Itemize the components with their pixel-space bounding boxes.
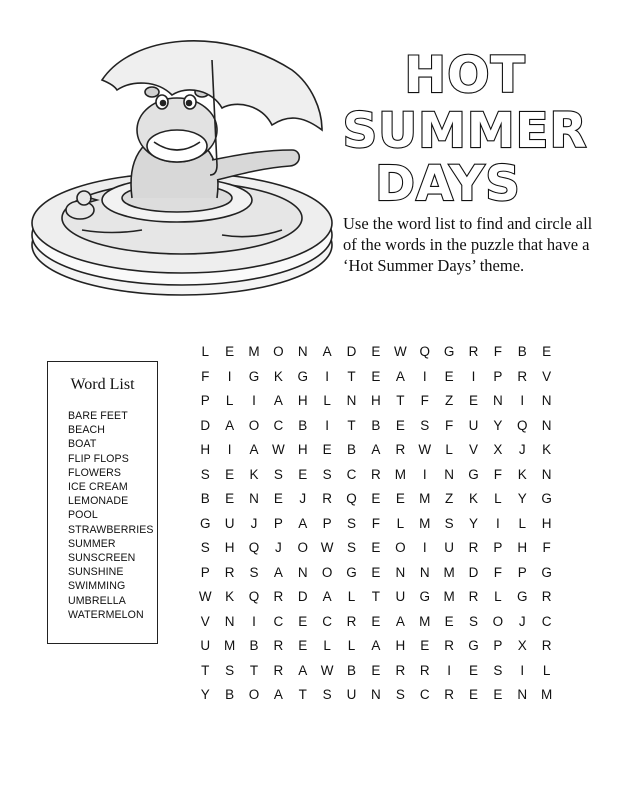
grid-letter[interactable]: E [371,564,381,580]
grid-letter[interactable]: E [225,344,235,359]
grid-letter[interactable]: E [273,491,283,506]
grid-letter[interactable]: S [249,564,259,580]
grid-row [193,659,559,684]
grid-letter[interactable]: N [541,466,552,482]
grid-letter[interactable]: E [298,466,308,482]
grid-letter[interactable]: Y [468,515,478,531]
word-list-item: FLOWERS [68,466,122,479]
grid-letter[interactable]: G [346,564,357,580]
grid-letter[interactable]: L [494,491,502,506]
grid-letter[interactable]: C [273,613,284,629]
title-heading [338,40,593,210]
grid-letter[interactable]: N [444,466,454,482]
grid-letter[interactable]: H [297,442,308,457]
grid-letter[interactable]: H [371,393,381,408]
grid-letter[interactable]: S [347,515,357,531]
grid-letter[interactable]: T [371,589,381,604]
grid-letter[interactable]: A [298,662,308,678]
grid-letter[interactable]: C [419,687,430,702]
grid-letter[interactable]: A [371,442,381,457]
grid-letter[interactable]: F [493,466,502,482]
grid-letter[interactable]: Y [200,687,210,702]
grid-letter[interactable]: G [468,638,479,653]
grid-letter[interactable]: U [224,515,235,531]
grid-letter[interactable]: S [225,662,235,678]
grid-letter[interactable]: N [395,564,406,580]
grid-letter[interactable]: F [542,540,551,555]
word-list-item: POOL [68,509,98,522]
grid-letter[interactable]: F [493,564,502,580]
grid-letter[interactable]: T [298,687,307,702]
grid-letter[interactable]: N [297,344,308,359]
grid-letter[interactable]: I [496,515,500,531]
grid-letter[interactable]: U [346,687,357,702]
grid-letter[interactable]: I [422,540,427,555]
grid-letter[interactable]: I [422,466,427,482]
grid-letter[interactable]: N [249,491,259,506]
grid-letter[interactable]: R [273,638,284,653]
grid-letter[interactable]: J [250,515,258,531]
grid-letter[interactable]: E [468,393,478,408]
grid-letter[interactable]: R [346,613,357,629]
grid-row [193,536,559,561]
grid-letter[interactable]: A [298,515,308,531]
grid-letter[interactable]: H [200,442,211,457]
grid-row [193,683,559,708]
grid-letter[interactable]: A [225,417,235,433]
grid-letter[interactable]: F [493,344,502,359]
grid-row [193,487,559,512]
grid-letter[interactable]: I [325,417,330,433]
grid-letter[interactable]: L [347,589,356,604]
grid-letter[interactable]: B [225,687,235,702]
grid-letter[interactable]: H [297,393,308,408]
word-list-item: WATERMELON [68,608,144,621]
grid-letter[interactable]: Q [346,491,357,506]
grid-letter[interactable]: E [371,613,381,629]
grid-letter[interactable]: R [517,368,528,384]
word-list-item: STRAWBERRIES [68,523,154,536]
grid-letter[interactable]: R [419,662,430,678]
grid-letter[interactable]: N [517,687,528,702]
grid-letter[interactable]: J [518,442,526,457]
grid-letter[interactable]: R [224,564,235,580]
grid-letter[interactable]: V [200,613,210,629]
grid-letter[interactable]: G [517,589,528,604]
grid-letter[interactable]: B [347,662,357,678]
grid-letter[interactable]: S [493,662,503,678]
grid-row [193,585,559,610]
grid-letter[interactable]: O [248,417,260,433]
grid-letter[interactable]: R [395,442,406,457]
grid-letter[interactable]: E [444,613,454,629]
grid-letter[interactable]: K [273,368,283,384]
grid-letter[interactable]: E [395,417,405,433]
grid-letter[interactable]: I [227,368,232,384]
grid-letter[interactable]: R [468,540,479,555]
grid-letter[interactable]: S [273,466,283,482]
grid-letter[interactable]: G [419,589,430,604]
grid-letter[interactable]: K [468,491,478,506]
grid-letter[interactable]: W [320,540,334,555]
grid-letter[interactable]: P [322,515,332,531]
grid-letter[interactable]: N [371,687,381,702]
word-list-item: FLIP FLOPS [68,452,129,465]
word-list-box [47,361,158,644]
grid-letter[interactable]: L [542,662,551,678]
grid-letter[interactable]: O [321,564,333,580]
grid-row [193,463,559,488]
grid-letter[interactable]: A [249,442,259,457]
grid-letter[interactable]: I [252,613,256,629]
word-list-item: SUNSCREEN [68,552,136,565]
grid-letter[interactable]: N [224,613,235,629]
grid-letter[interactable]: G [541,491,552,506]
grid-row [193,389,559,414]
grid-letter[interactable]: A [322,344,332,359]
grid-letter[interactable]: E [493,687,503,702]
grid-letter[interactable]: E [225,466,235,482]
word-list-item: UMBRELLA [68,594,126,607]
word-list-item: BOAT [68,438,97,451]
grid-letter[interactable]: N [541,393,552,408]
grid-letter[interactable]: E [371,540,381,555]
grid-row [193,340,559,365]
grid-letter[interactable]: B [200,491,210,506]
grid-letter[interactable]: L [347,638,356,653]
grid-letter[interactable]: M [443,589,455,604]
grid-letter[interactable]: Q [517,417,528,433]
grid-letter[interactable]: V [542,368,552,384]
grid-row [193,414,559,439]
grid-letter[interactable]: F [201,368,210,384]
grid-letter[interactable]: S [347,540,357,555]
grid-letter[interactable]: N [297,564,308,580]
grid-letter[interactable]: I [422,368,427,384]
grid-letter[interactable]: M [419,515,431,531]
grid-letter[interactable]: S [200,540,210,555]
grid-letter[interactable]: Z [444,491,454,506]
grid-letter[interactable]: S [444,515,454,531]
grid-letter[interactable]: E [298,613,308,629]
word-list-item: SUMMER [68,537,116,550]
grid-letter[interactable]: I [520,393,525,408]
grid-letter[interactable]: E [542,344,552,359]
grid-letter[interactable]: L [445,442,453,457]
grid-letter[interactable]: K [517,466,527,482]
word-list [68,409,154,622]
grid-letter[interactable]: Z [444,393,454,408]
grid-letter[interactable]: C [273,417,284,433]
grid-letter[interactable]: A [395,368,405,384]
grid-letter[interactable]: B [517,344,527,359]
grid-row [193,634,559,659]
grid-letter[interactable]: E [371,491,381,506]
grid-letter[interactable]: S [322,466,332,482]
grid-letter[interactable]: P [200,393,210,408]
grid-letter[interactable]: W [271,442,285,457]
grid-letter[interactable]: T [201,662,210,678]
instructions-text: Use the word list to find and circle all of the words in the puzzle that have a ‘Hot Summer Days’ theme. [343,214,593,275]
grid-letter[interactable]: K [249,466,259,482]
grid-letter[interactable]: H [224,540,235,555]
grid-row [193,365,559,390]
grid-letter[interactable]: L [518,515,527,531]
grid-letter[interactable]: K [225,589,235,604]
grid-letter[interactable]: W [198,589,212,604]
grid-letter[interactable]: C [322,613,333,629]
grid-letter[interactable]: P [493,540,503,555]
grid-letter[interactable]: H [395,638,406,653]
grid-letter[interactable]: G [541,564,552,580]
grid-letter[interactable]: W [320,662,334,678]
grid-letter[interactable]: P [200,564,210,580]
grid-letter[interactable]: L [323,638,331,653]
grid-letter[interactable]: T [347,368,356,384]
grid-letter[interactable]: G [248,368,260,384]
grid-letter[interactable]: W [393,344,407,359]
grid-row [193,438,559,463]
grid-row [193,561,559,586]
grid-letter[interactable]: D [297,589,308,604]
grid-letter[interactable]: J [274,540,282,555]
grid-letter[interactable]: E [395,491,405,506]
grid-letter[interactable]: P [273,515,283,531]
grid-letter[interactable]: D [346,344,357,359]
grid-letter[interactable]: Y [517,491,527,506]
grid-letter[interactable]: E [468,662,478,678]
grid-letter[interactable]: R [541,638,552,653]
grid-letter[interactable]: E [371,344,381,359]
grid-letter[interactable]: F [444,417,454,433]
grid-letter[interactable]: A [273,393,283,408]
grid-letter[interactable]: E [298,638,308,653]
grid-letter[interactable]: A [322,589,332,604]
grid-letter[interactable]: L [494,589,502,604]
grid-letter[interactable]: G [443,344,455,359]
word-list-item: BEACH [68,424,105,437]
grid-letter[interactable]: M [419,491,431,506]
grid-letter[interactable]: O [492,613,504,629]
grid-letter[interactable]: R [444,687,454,702]
grid-letter[interactable]: L [201,344,209,359]
grid-letter[interactable]: M [443,564,455,580]
grid-row [193,610,559,635]
grid-letter[interactable]: D [468,564,479,580]
word-list-item: ICE CREAM [68,481,128,494]
grid-letter[interactable]: O [273,344,284,359]
grid-letter[interactable]: U [200,638,211,653]
grid-letter[interactable]: A [273,687,283,702]
grid-letter[interactable]: M [394,466,406,482]
grid-letter[interactable]: B [298,417,308,433]
grid-letter[interactable]: C [541,613,552,629]
grid-letter[interactable]: U [468,417,479,433]
grid-letter[interactable]: R [444,638,454,653]
grid-letter[interactable]: E [371,368,381,384]
grid-letter[interactable]: S [420,417,430,433]
title-line-2: SUMMER [342,103,588,159]
grid-letter[interactable]: B [371,417,381,433]
grid-letter[interactable]: M [419,613,431,629]
grid-letter[interactable]: G [297,368,309,384]
grid-letter[interactable]: M [223,638,236,653]
grid-letter[interactable]: N [346,393,357,408]
grid-letter[interactable]: K [542,442,552,457]
hippo-pool-illustration [22,30,337,320]
grid-letter[interactable]: P [493,368,503,384]
grid-letter[interactable]: E [468,687,478,702]
grid-letter[interactable]: E [225,491,235,506]
grid-letter[interactable]: B [249,638,259,653]
grid-letter[interactable]: N [541,417,552,433]
grid-letter[interactable]: S [322,687,332,702]
grid-letter[interactable]: I [447,662,451,678]
grid-letter[interactable]: I [325,368,330,384]
grid-letter[interactable]: X [517,638,527,653]
grid-letter[interactable]: R [395,662,406,678]
grid-letter[interactable]: A [273,564,283,580]
grid-letter[interactable]: F [371,515,381,531]
grid-letter[interactable]: G [468,466,479,482]
grid-letter[interactable]: D [200,417,211,433]
grid-letter[interactable]: E [371,662,381,678]
grid-letter[interactable]: T [396,393,405,408]
grid-letter[interactable]: N [493,393,503,408]
word-list-item: LEMONADE [68,495,129,508]
grid-letter[interactable]: B [347,442,357,457]
grid-letter[interactable]: I [520,662,525,678]
grid-letter[interactable]: H [517,540,528,555]
title-line-1: HOT [404,46,526,104]
grid-letter[interactable]: J [518,613,526,629]
grid-letter[interactable]: G [199,515,211,531]
word-search-grid [193,340,559,708]
word-list-item: SUNSHINE [68,566,124,579]
word-list-item: SWIMMING [68,580,126,593]
grid-letter[interactable]: L [396,515,405,531]
grid-letter[interactable]: H [541,515,552,531]
grid-letter[interactable]: O [248,687,260,702]
grid-row [193,512,559,537]
grid-letter[interactable]: R [371,466,381,482]
grid-letter[interactable]: X [493,442,503,457]
grid-letter[interactable]: V [468,442,478,457]
grid-letter[interactable]: R [273,589,284,604]
grid-letter[interactable]: R [322,491,333,506]
word-list-heading: Word List [70,376,135,393]
grid-letter[interactable]: N [419,564,430,580]
grid-letter[interactable]: A [395,613,405,629]
grid-letter[interactable]: T [347,417,356,433]
grid-letter[interactable]: I [471,368,476,384]
grid-letter[interactable]: I [227,442,232,457]
grid-letter[interactable]: P [493,638,503,653]
grid-letter[interactable]: L [323,393,331,408]
grid-letter[interactable]: U [444,540,454,555]
grid-letter[interactable]: Q [248,589,260,604]
grid-letter[interactable]: Y [493,417,503,433]
grid-letter[interactable]: M [541,687,553,702]
grid-letter[interactable]: W [418,442,432,457]
grid-letter[interactable]: M [248,344,260,359]
grid-letter[interactable]: Q [419,344,430,359]
grid-letter[interactable]: P [517,564,527,580]
grid-letter[interactable]: T [249,662,259,678]
grid-letter[interactable]: Q [248,540,260,555]
grid-letter[interactable]: O [297,540,309,555]
grid-letter[interactable]: R [273,662,284,678]
grid-letter[interactable]: I [252,393,256,408]
grid-letter[interactable]: S [395,687,405,702]
grid-letter[interactable]: R [468,589,479,604]
grid-letter[interactable]: F [420,393,429,408]
grid-letter[interactable]: L [225,393,234,408]
grid-letter[interactable]: E [322,442,332,457]
grid-letter[interactable]: S [468,613,478,629]
grid-letter[interactable]: E [444,368,454,384]
grid-letter[interactable]: E [420,638,430,653]
grid-letter[interactable]: C [346,466,357,482]
grid-letter[interactable]: S [200,466,210,482]
grid-letter[interactable]: A [371,638,381,653]
word-list-item: BARE FEET [68,410,128,422]
grid-letter[interactable]: U [395,589,406,604]
grid-letter[interactable]: O [395,540,406,555]
grid-letter[interactable]: R [541,589,552,604]
title-line-3: DAYS [375,156,521,210]
grid-letter[interactable]: J [299,491,307,506]
grid-letter[interactable]: R [468,344,479,359]
